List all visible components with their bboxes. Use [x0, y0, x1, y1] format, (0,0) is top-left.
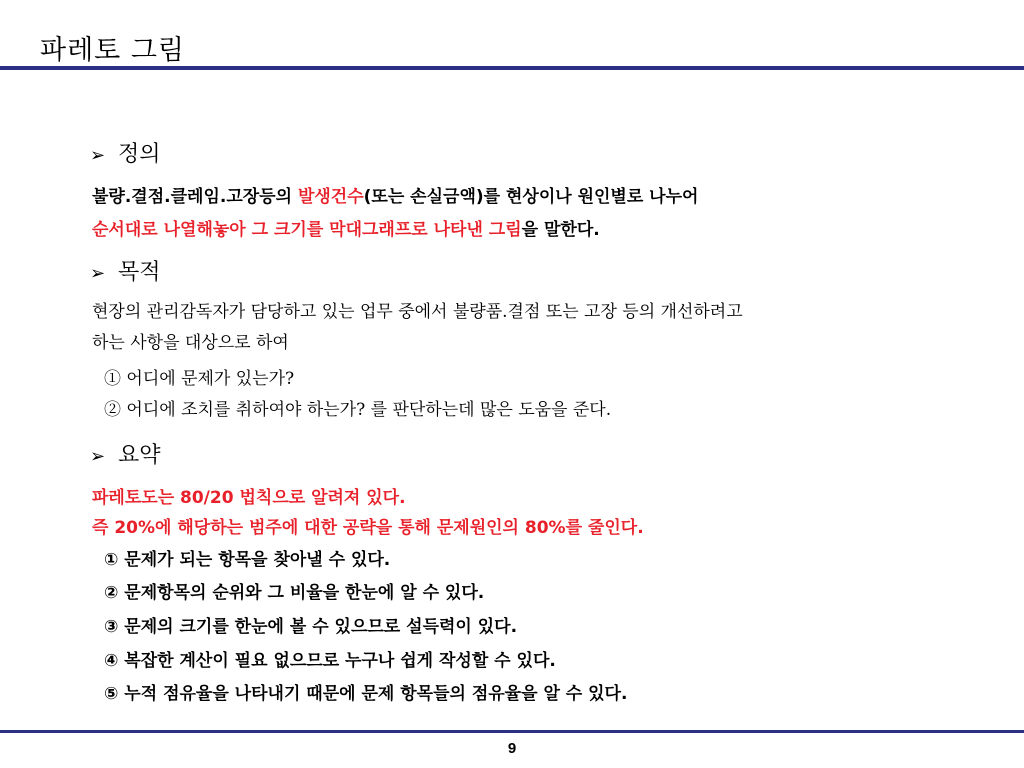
summary-item-5: ⑤ 누적 점유율을 나타내기 때문에 문제 항목들의 점유율을 알 수 있다. [104, 684, 628, 704]
definition-line-1 [92, 182, 698, 207]
purpose-item-1: ① 어디에 문제가 있는가? [104, 369, 295, 389]
definition-line-2-rest: 을 말한다. [521, 220, 600, 240]
definition-line-2 [92, 215, 600, 240]
purpose-item-2: ② 어디에 조치를 취하여야 하는가? 를 판단하는데 많은 도움을 준다. [104, 400, 612, 420]
definition-highlight-count: 발생건수 [297, 187, 364, 207]
definition-line-1-text: 불량.결점.클레임.고장등의 [92, 187, 298, 207]
purpose-heading [90, 255, 161, 286]
arrow-bullet-icon: ➢ [90, 145, 106, 166]
summary-item-3: ③ 문제의 크기를 한눈에 볼 수 있으므로 설득력이 있다. [104, 617, 518, 637]
page-number: 9 [507, 740, 517, 757]
title-divider [0, 66, 1024, 70]
definition-heading [90, 137, 161, 168]
summary-item-1: ① 문제가 되는 항목을 찾아낼 수 있다. [104, 550, 391, 570]
summary-item-4: ④ 복잡한 계산이 필요 없으므로 누구나 쉽게 작성할 수 있다. [104, 651, 556, 671]
purpose-heading-text: 목적 [118, 260, 161, 285]
arrow-bullet-icon: ➢ [90, 263, 106, 284]
slide-title: 파레토 그림 [40, 35, 185, 66]
summary-heading [90, 438, 161, 469]
summary-red-line-1: 파레토도는 80/20 법칙으로 알려져 있다. [92, 488, 406, 508]
definition-heading-text: 정의 [118, 142, 161, 167]
arrow-bullet-icon: ➢ [90, 446, 106, 467]
definition-line-1-rest: (또는 손실금액)를 현상이나 원인별로 나누어 [363, 187, 699, 207]
summary-heading-text: 요약 [118, 443, 161, 468]
summary-red-line-2: 즉 20%에 해당하는 범주에 대한 공략을 통해 문제원인의 80%를 줄인다. [92, 518, 644, 538]
summary-item-2: ② 문제항목의 순위와 그 비율을 한눈에 알 수 있다. [104, 583, 485, 603]
definition-highlight-sentence: 순서대로 나열해놓아 그 크기를 막대그래프로 나타낸 그림 [92, 220, 522, 240]
purpose-line-1: 현장의 관리감독자가 담당하고 있는 업무 중에서 불량품.결점 또는 고장 등의 개선하려고 [92, 302, 743, 322]
purpose-line-2: 하는 사항을 대상으로 하여 [92, 333, 289, 353]
footer-divider [0, 730, 1024, 733]
